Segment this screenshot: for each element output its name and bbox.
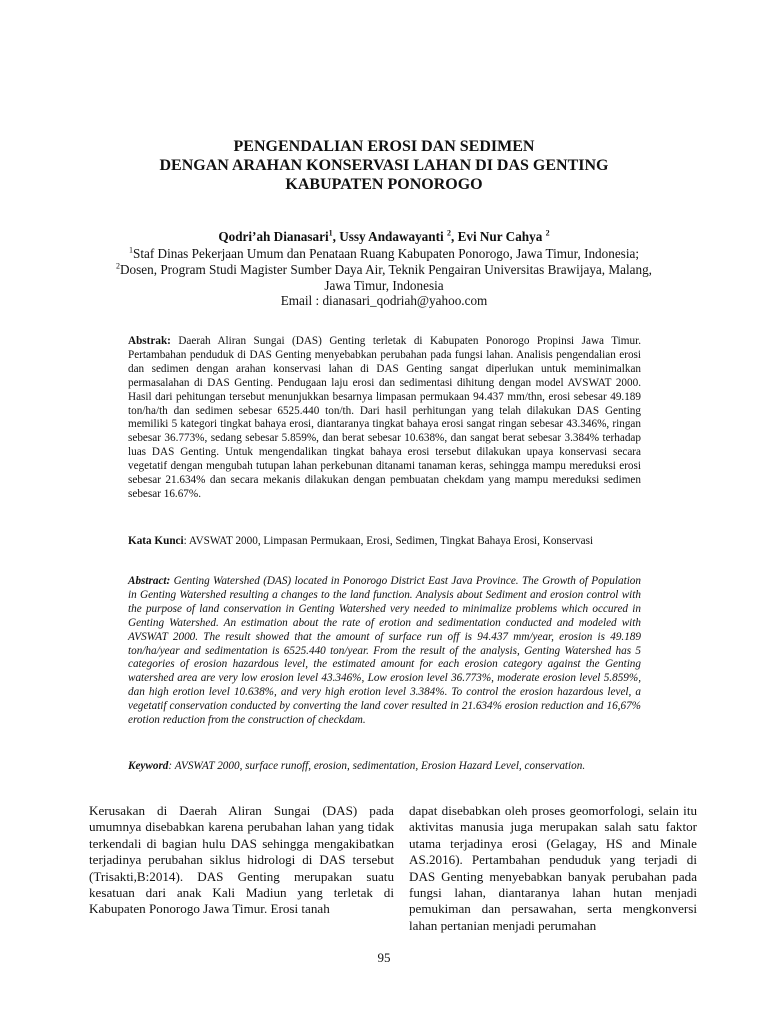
author-2-affil-mark: 2 xyxy=(446,228,451,238)
keyword-en-text: : AVSWAT 2000, surface runoff, erosion, sedimentation, Erosion Hazard Level, conservation. xyxy=(168,760,586,772)
abstrak-label: Abstrak: xyxy=(128,335,171,347)
paper-title xyxy=(60,137,708,194)
keyword-en-label: Keyword xyxy=(128,760,169,772)
affiliation-2-cont: Jawa Timur, Indonesia xyxy=(324,277,444,293)
affiliation-2: $^2$Dosen, Program Studi Magister Sumber Daya Air, Teknik Pengairan Universitas Brawijaya, Malang, xyxy=(116,261,652,277)
abstract-en-text: Genting Watershed (DAS) located in Ponorogo District East Java Province. The Growth of Population in Genting Watershed resulting a changes to the land function. Analysis about Sediment and erosion control with the purpose of land conservation in Genting Watershed very needed to minimalize problems which occured in Genting Watershed. An estimation about the rate of erotion and sedimentation conducted and modeled with AVSWAT 2000. The result showed that the amount of surface run off is 94.437 mm/year, erosion is 49.189 ton/ha/year and sedimentation is 6525.440 ton/year. From the result of the analysis, Genting Watershed has 5 categories of erosion hazardous level, the estimated amount for each erosion category against the Genting watershed area are very low erosion level 43.346%, Low erosion level 36.773%, moderate erosion level 5.859%, dan high erotion level 10.638%, and very high erotion level 3.384%. To control the erosion hazardous level, a vegetatif conservation conducted by converting the land cover resulted in 21.634% erosion reduction and 16,67% erotion reduction from the construction of checkdam. xyxy=(128,575,641,727)
abstract-en-label: Abstract: xyxy=(128,575,171,587)
author-1: Qodri’ah Dianasari xyxy=(218,229,329,244)
author-1-affil-mark: 1 xyxy=(328,228,333,238)
author-3-affil-mark: 2 xyxy=(545,228,550,238)
title-line-1: PENGENDALIAN EROSI DAN SEDIMEN xyxy=(233,138,535,155)
author-list xyxy=(60,228,708,245)
affiliations xyxy=(60,246,708,309)
page-number: 95 xyxy=(377,950,391,965)
body-column-right: dapat disebabkan oleh proses geomorfologi, selain itu aktivitas manusia juga merupakan salah satu faktor utama terjadinya erosi (Gelagay, HS and Minale AS.2016). Pertambahan penduduk yang terjadi di DAS Genting menyebabkan banyak perubahan pada fungsi lahan, diantaranya lahan hutan menjadi pemukiman dan persawahan, serta mengkonversi lahan pertanian menjadi perumahan xyxy=(409,803,697,933)
abstrak-block xyxy=(128,335,641,502)
body-column-left: Kerusakan di Daerah Aliran Sungai (DAS) pada umumnya disebabkan karena perubahan lahan yang tidak terkendali di bagian hulu DAS sehingga mengakibatkan terjadinya perubahan siklus hidrologi di DAS tersebut (Trisakti,B:2014). DAS Genting merupakan suatu kesatuan dari anak Kali Madiun yang terletak di Kabupaten Ponorogo Jawa Timur. Erosi tanah xyxy=(89,803,394,917)
keyword-en-block xyxy=(128,760,641,774)
title-line-3: KABUPATEN PONOROGO xyxy=(285,176,483,193)
kata-kunci-text: : AVSWAT 2000, Limpasan Permukaan, Erosi, Sedimen, Tingkat Bahaya Erosi, Konservasi xyxy=(183,535,594,547)
kata-kunci-block xyxy=(128,535,641,549)
author-3: , Evi Nur Cahya xyxy=(450,229,546,244)
abstract-en-block xyxy=(128,575,641,728)
abstrak-text: Daerah Aliran Sungai (DAS) Genting terletak di Kabupaten Ponorogo Propinsi Jawa Timur. Pertambahan penduduk di DAS Genting menyebabkan perubahan pada fungsi lahan. Analisis pengendalian erosi dan sedimen dengan arahan konservasi lahan di DAS Genting sangat diperlukan untuk meminimalkan permasalahan di DAS Genting. Pendugaan laju erosi dan sedimentasi dihitung dengan model AVSWAT 2000. Hasil dari pehitungan tersebut menunjukkan besarnya limpasan permukaan 94.437 mm/thn, erosi sebesar 49.189 ton/ha/th dan sedimen sebesar 6525.440 ton/th. Dari hasil perhitungan yang telah dilakukan DAS Genting memiliki 5 kategori tingkat bahaya erosi, diantaranya tingkat bahaya erosi sangat ringan sebesar 43.346%, ringan sebesar 36.773%, sedang sebesar 5.859%, dan berat sebesar 10.638%, dan sangat berat sebesar 3.384% terhadap luas DAS Genting. Untuk mengendalikan tingkat bahaya erosi tersebut dilakukan upaya konservasi secara vegetatif dengan mengubah tutupan lahan perkebunan ditanami tanaman keras, sehingga mampu mereduksi erosi sebesar 21.634% dan secara mekanis dilakukan dengan pembuatan chekdam yang mampu mereduksi sedimen sebesar 16.67%. xyxy=(128,335,641,500)
author-2: , Ussy Andawayanti xyxy=(332,229,447,244)
title-line-2: DENGAN ARAHAN KONSERVASI LAHAN DI DAS GENTING xyxy=(159,157,609,174)
kata-kunci-label: Kata Kunci xyxy=(128,535,184,547)
affiliation-1: $^1$Staf Dinas Pekerjaan Umum dan Penataan Ruang Kabupaten Ponorogo, Jawa Timur, Indonesia; xyxy=(129,245,639,261)
author-email: Email : dianasari_qodriah@yahoo.com xyxy=(280,293,488,309)
